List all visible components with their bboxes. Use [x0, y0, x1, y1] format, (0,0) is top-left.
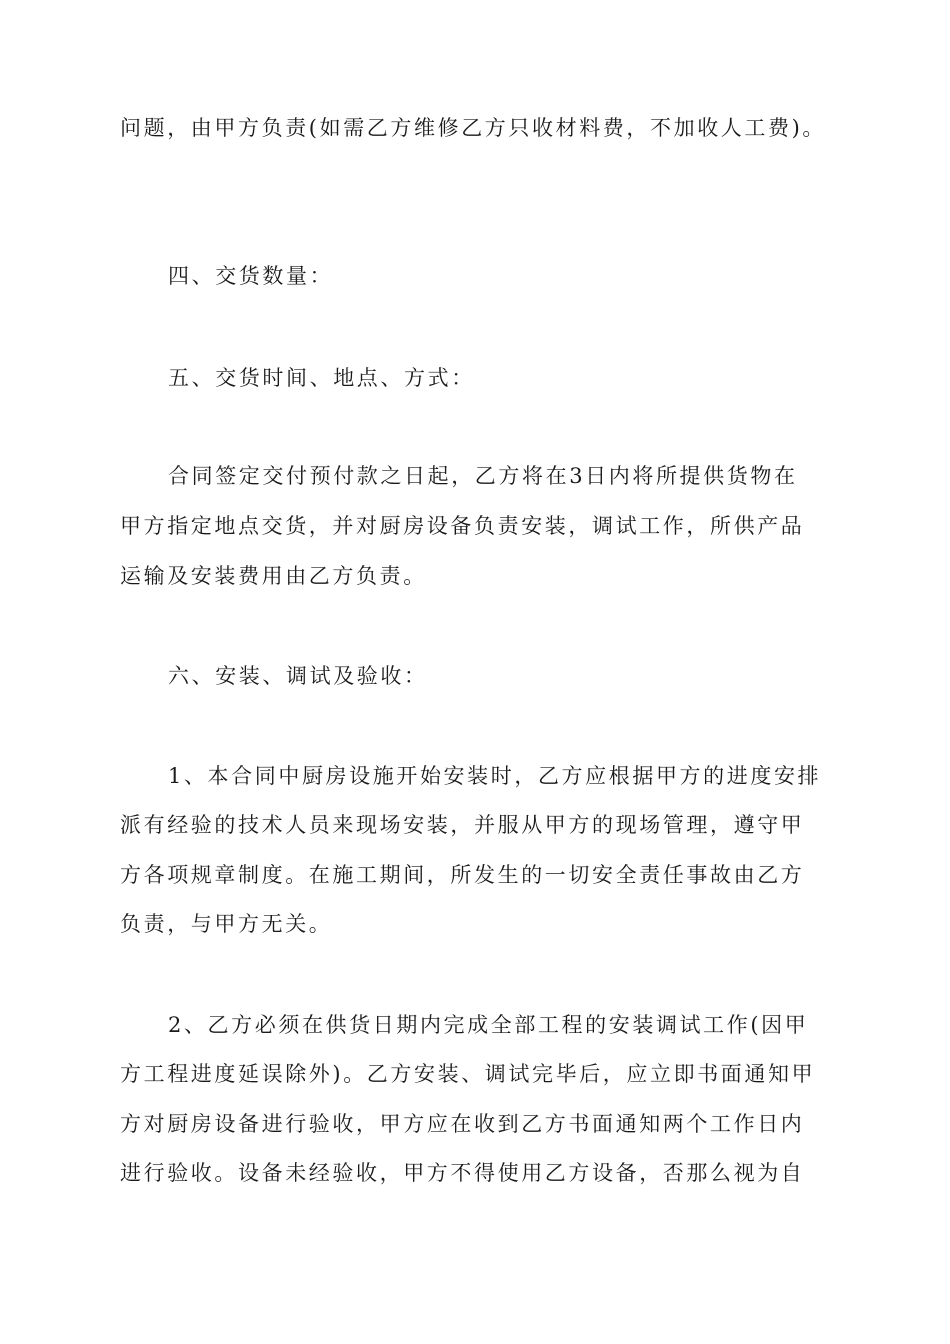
paragraph-line: 合同签定交付预付款之日起，乙方将在3日内将所提供货物在: [168, 464, 798, 488]
paragraph-line: 方对厨房设备进行验收，甲方应在收到乙方书面通知两个工作日内: [120, 1112, 805, 1136]
paragraph-line: 方各项规章制度。在施工期间，所发生的一切安全责任事故由乙方: [120, 863, 805, 887]
paragraph-line: 负责，与甲方无关。: [120, 912, 333, 936]
paragraph-line: 运输及安装费用由乙方负责。: [120, 564, 427, 588]
paragraph-line: 甲方指定地点交货，并对厨房设备负责安装，调试工作，所供产品: [120, 514, 805, 538]
paragraph-line: 1、本合同中厨房设施开始安装时，乙方应根据甲方的进度安排: [168, 764, 822, 788]
section-heading-installation: 六、安装、调试及验收：: [168, 664, 428, 688]
paragraph-line: 问题，由甲方负责(如需乙方维修乙方只收材料费，不加收人工费)。: [120, 116, 826, 140]
paragraph-line: 进行验收。设备未经验收，甲方不得使用乙方设备，否那么视为自: [120, 1161, 805, 1185]
paragraph-line: 派有经验的技术人员来现场安装，并服从甲方的现场管理，遵守甲: [120, 813, 805, 837]
section-heading-delivery-time-place: 五、交货时间、地点、方式：: [168, 366, 475, 390]
paragraph-line: 方工程进度延误除外)。乙方安装、调试完毕后，应立即书面通知甲: [120, 1062, 816, 1086]
section-heading-delivery-quantity: 四、交货数量：: [168, 264, 334, 288]
paragraph-line: 2、乙方必须在供货日期内完成全部工程的安装调试工作(因甲: [168, 1013, 809, 1037]
